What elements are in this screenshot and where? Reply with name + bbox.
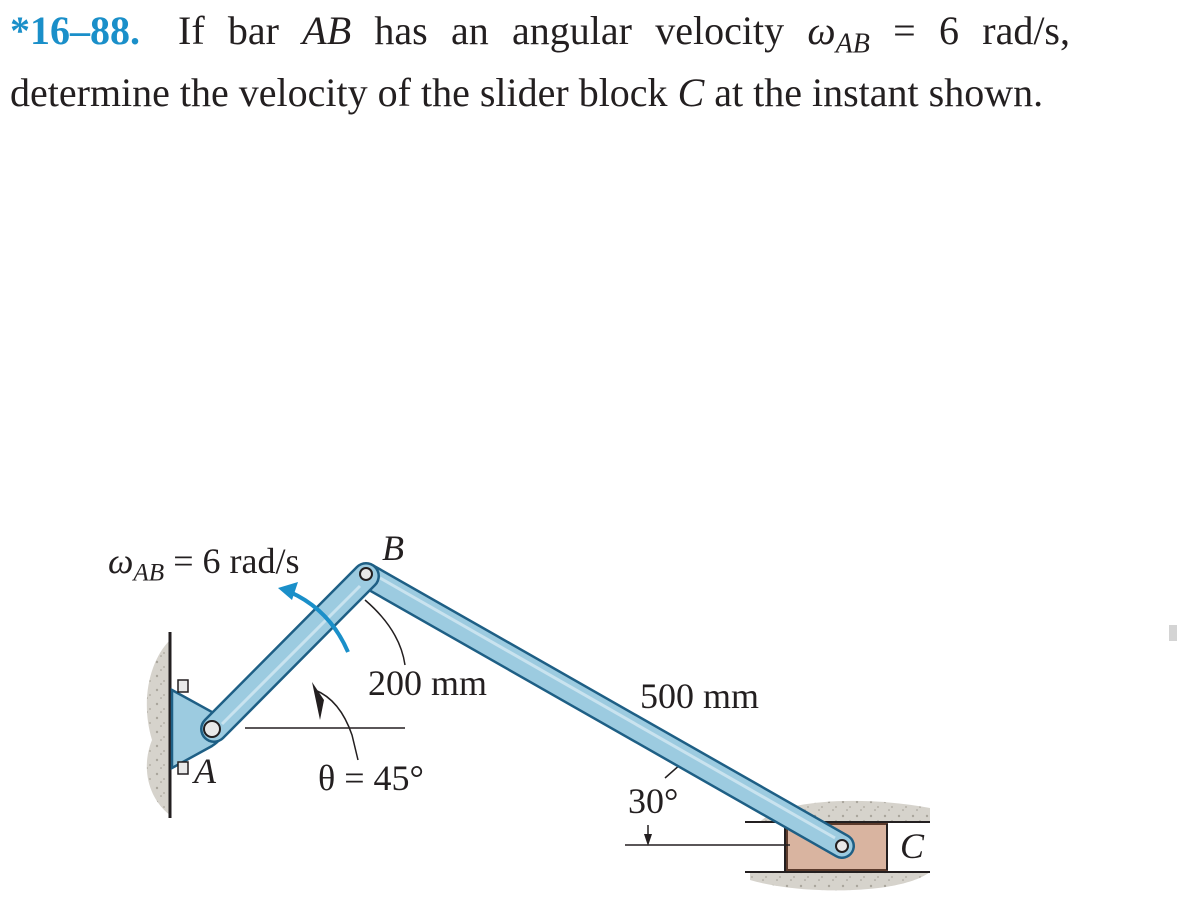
bolt-top [178,680,188,692]
angle-30-arrowhead [644,834,652,846]
problem-number: *16–88. [10,8,140,53]
angle-30-label: 30° [628,781,679,821]
omega-subscript: AB [835,28,870,60]
omega-label-value: = 6 rad/s [164,541,300,581]
omega-symbol: ω [807,8,836,53]
ground-bottom [750,872,930,890]
bar-name: AB [302,8,352,53]
length-AB-label: 200 mm [368,663,488,703]
omega-value: = 6 rad/s, [869,8,1070,53]
bar-BC-fill [368,576,842,846]
problem-text-2: has an angular velocity [351,8,808,53]
label-B: B [382,528,404,568]
length-BC-label: 500 mm [640,676,760,716]
omega-label-symbol: ω [108,541,134,581]
label-A: A [194,751,216,791]
bolt-bottom [178,762,188,774]
bar-AB-highlight [222,586,360,724]
problem-text-1: If bar [178,8,303,53]
pin-A [204,721,220,737]
dimension-200-arc [365,600,405,665]
theta-arrow [312,682,324,720]
omega-label-subscript: AB [133,559,165,587]
block-name: C [677,70,705,116]
bar-AB-fill [214,576,366,729]
problem-text-4: at the instant shown. [704,70,1044,116]
label-C: C [900,826,925,866]
pin-C [836,840,848,852]
theta-label: θ = 45° [318,758,424,798]
pin-B [360,568,372,580]
bar-BC-highlight [380,578,835,838]
problem-text-3: determine the velocity of the slider block [10,70,678,116]
omega-label [108,541,299,594]
wall-support [147,640,170,815]
scrollbar-thumb[interactable] [1169,625,1177,641]
